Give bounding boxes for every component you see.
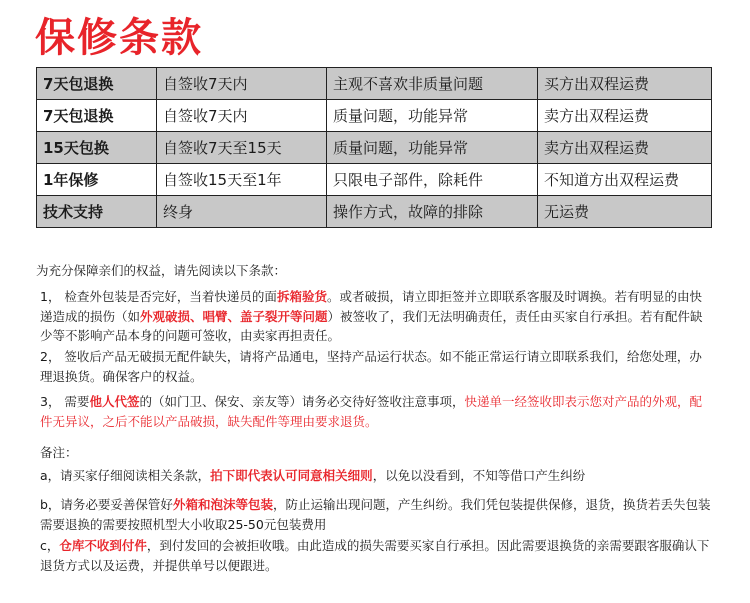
- period-cell: 自签收7天内: [157, 68, 327, 100]
- intro-text: 为充分保障亲们的权益，请先阅读以下条款：: [36, 263, 287, 278]
- clause-1-text: 。或者破损，请立即拒签并立即联系客服及时调换。若有明显的由快递造成的损伤（如: [40, 289, 702, 324]
- note-b: [40, 495, 712, 534]
- shipping-cell: 卖方出双程运费: [538, 100, 712, 132]
- condition-cell: 质量问题，功能异常: [327, 132, 538, 164]
- note-c: [40, 536, 712, 575]
- period-cell: 自签收15天至1年: [157, 164, 327, 196]
- clause-1: [40, 287, 712, 346]
- table-row: [37, 100, 712, 132]
- clause-1-text: 1， 检查外包装是否完好，当着快递员的面: [40, 289, 277, 304]
- clause-1-text: ）被签收了，我们无法明确责任，责任由买家自行承担。若有配件缺少等不影响产品本身的问题可签收，由卖家再担责任。: [40, 308, 703, 343]
- table-row: [37, 68, 712, 100]
- shipping-cell: 无运费: [538, 196, 712, 228]
- period-cell: 自签收7天内: [157, 100, 327, 132]
- period-cell: 终身: [157, 196, 327, 228]
- note-b-text: b，请务必要妥善保管好: [40, 497, 173, 512]
- note-b-text: ，防止运输出现问题，产生纠纷。我们凭包装提供保修，退货，换货若丢失包装需要退换的需要按照机型大小收取25-50元包装费用: [40, 497, 711, 532]
- note-a-text: a，请买家仔细阅读相关条款，: [40, 468, 211, 483]
- clause-3-warning: 快递单一经签收即表示您对产品的外观，配件无异议，之后不能以产品破损，缺失配件等理由要求退货。: [40, 394, 702, 429]
- warranty-type-cell: 1年保修: [37, 164, 157, 196]
- period-cell: 自签收7天至15天: [157, 132, 327, 164]
- clause-3-text: 3， 需要: [40, 394, 90, 409]
- warranty-type-cell: 7天包退换: [37, 68, 157, 100]
- table-row: [37, 132, 712, 164]
- clause-3-text: 的（如门卫、保安、亲友等）请务必交待好签收注意事项，: [139, 394, 465, 409]
- notes-label: 备注：: [40, 445, 78, 460]
- condition-cell: 操作方式，故障的排除: [327, 196, 538, 228]
- note-c-text: c，: [40, 538, 60, 553]
- clause-1-highlight: 拆箱验货: [276, 289, 327, 304]
- condition-cell: 只限电子部件，除耗件: [327, 164, 538, 196]
- warranty-type-cell: 技术支持: [37, 196, 157, 228]
- table-row: [37, 164, 712, 196]
- clause-3: [40, 392, 712, 431]
- note-a-highlight: 拍下即代表认可同意相关细则: [210, 468, 373, 483]
- note-a: [40, 466, 712, 486]
- shipping-cell: 不知道方出双程运费: [538, 164, 712, 196]
- clause-1-highlight: 外观破损、唱臂、盖子裂开等问题: [140, 308, 328, 324]
- page-title: 保修条款: [35, 15, 203, 61]
- note-c-text: ，到付发回的会被拒收哦。由此造成的损失需要买家自行承担。因此需要退换货的亲需要跟客服确认下退货方式以及运费，并提供单号以便跟进。: [40, 538, 710, 573]
- clause-3-highlight: 他人代签: [89, 394, 140, 409]
- note-c-highlight: 仓库不收到付件: [59, 538, 147, 553]
- note-b-highlight: 外箱和泡沫等包装: [172, 497, 273, 512]
- note-a-text: ，以免以没看到，不知等借口产生纠纷: [372, 468, 586, 483]
- warranty-type-cell: 15天包换: [37, 132, 157, 164]
- warranty-type-cell: 7天包退换: [37, 100, 157, 132]
- condition-cell: 质量问题，功能异常: [327, 100, 538, 132]
- table-row: [37, 196, 712, 228]
- condition-cell: 主观不喜欢非质量问题: [327, 68, 538, 100]
- shipping-cell: 买方出双程运费: [538, 68, 712, 100]
- warranty-table: [36, 67, 712, 228]
- shipping-cell: 卖方出双程运费: [538, 132, 712, 164]
- clause-2: 2， 签收后产品无破损无配件缺失，请将产品通电，坚持产品运行状态。如不能正常运行请立即联系我们，给您处理，办理退换货。确保客户的权益。: [40, 349, 702, 384]
